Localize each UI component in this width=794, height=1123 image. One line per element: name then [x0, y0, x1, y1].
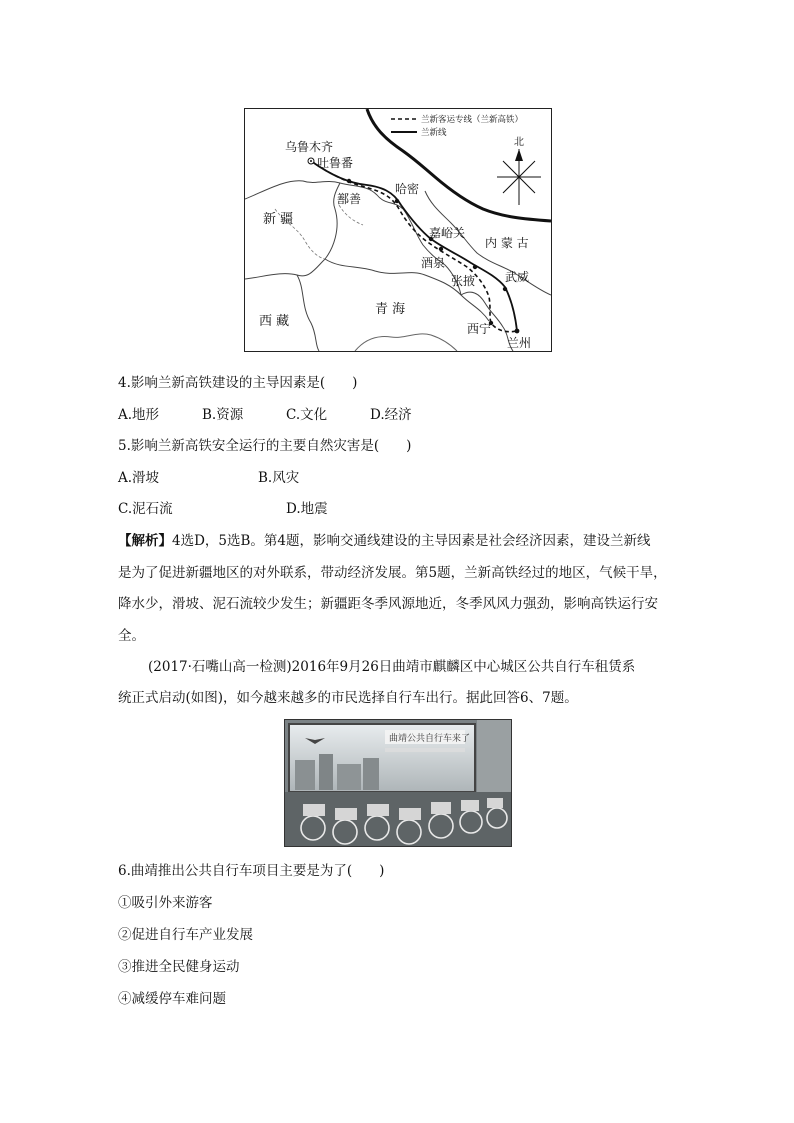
border-qinghai-north — [325, 259, 489, 321]
q6-item-4: ④减缓停车难问题 — [118, 991, 226, 1007]
q4-option-b: B.资源 — [202, 407, 244, 423]
analysis-line-3: 降水少，滑坡、泥石流较少发生；新疆距冬季风源地近，冬季风风力强劲，影响高铁运行安 — [118, 596, 658, 612]
q6-item-2: ②促进自行车产业发展 — [118, 927, 253, 943]
label-wuwei: 武威 — [505, 270, 530, 284]
border-tibet-west — [297, 275, 319, 351]
analysis-line-2: 是为了促进新疆地区的对外联系，带动经济发展。第5题，兰新高铁经过的地区，气候干旱， — [118, 565, 667, 581]
label-xinjiang: 新 疆 — [263, 212, 294, 227]
north-arrow-icon — [497, 149, 541, 205]
label-jiuquan: 酒泉 — [421, 256, 446, 270]
lanxin-railway-map — [244, 108, 552, 352]
label-xining: 西宁 — [467, 322, 492, 336]
intro-line-2: 统正式启动(如图)，如今越来越多的市民选择自行车出行。据此回答6、7题。 — [118, 690, 578, 706]
intro-line-1: (2017·石嘴山高一检测)2016年9月26日曲靖市麒麟区中心城区公共自行车租赁系 — [148, 659, 636, 675]
hami-dot — [395, 199, 399, 203]
label-jiayuguan: 嘉峪关 — [429, 226, 466, 240]
label-lanzhou: 兰州 — [507, 336, 532, 350]
label-qinghai: 青 海 — [375, 302, 406, 317]
q5-option-d: D.地震 — [286, 501, 328, 517]
label-xizang: 西 藏 — [259, 314, 290, 329]
north-label: 北 — [514, 137, 524, 148]
border-xinjiang-tibet — [245, 183, 340, 279]
q4-option-c: C.文化 — [286, 407, 328, 423]
legend-solid-label: 兰新线 — [421, 128, 447, 138]
label-shanshan: 鄯善 — [337, 192, 362, 206]
zhangye-dot — [473, 265, 477, 269]
legend-dashed-label: 兰新客运专线（兰新高铁） — [421, 115, 524, 125]
q4-option-d: D.经济 — [370, 407, 412, 423]
wuwei-dot — [503, 287, 507, 291]
label-neimenggu: 内 蒙 古 — [485, 236, 529, 250]
label-zhangye: 张掖 — [451, 274, 476, 288]
label-urumqi: 乌鲁木齐 — [285, 140, 334, 154]
analysis-line-4: 全。 — [118, 628, 145, 644]
bicycle-photo-svg — [285, 720, 511, 846]
lanzhou-dot — [515, 329, 520, 334]
analysis-tag: 【解析】 — [118, 533, 172, 549]
urumqi-center — [310, 160, 312, 162]
question-4-stem: 4.影响兰新高铁建设的主导因素是( ) — [118, 375, 358, 391]
q5-option-c: C.泥石流 — [118, 501, 173, 517]
map-svg — [245, 109, 551, 351]
jiuquan-dot — [439, 247, 443, 251]
turpan-dot — [347, 179, 351, 183]
analysis-line-1 — [118, 531, 651, 551]
billboard-sign-text: 曲靖公共自行车来了 — [389, 734, 471, 744]
q6-item-1: ①吸引外来游客 — [118, 895, 213, 911]
border-xinjiang-north — [245, 181, 403, 209]
question-5-stem: 5.影响兰新高铁安全运行的主要自然灾害是( ) — [118, 438, 412, 454]
county-line-2 — [339, 205, 363, 225]
label-hami: 哈密 — [395, 182, 420, 196]
q4-option-a: A.地形 — [118, 407, 160, 423]
question-6-stem: 6.曲靖推出公共自行车项目主要是为了( ) — [118, 863, 385, 879]
label-turpan: 吐鲁番 — [317, 156, 354, 170]
analysis-text-1: 4选D，5选B。第4题，影响交通线建设的主导因素是社会经济因素，建设兰新线 — [172, 533, 651, 549]
border-tibet-qinghai — [355, 334, 457, 351]
q5-option-b: B.风灾 — [258, 470, 300, 486]
public-bicycle-photo — [284, 719, 512, 847]
q5-option-a: A.滑坡 — [118, 470, 160, 486]
q6-item-3: ③推进全民健身运动 — [118, 959, 240, 975]
